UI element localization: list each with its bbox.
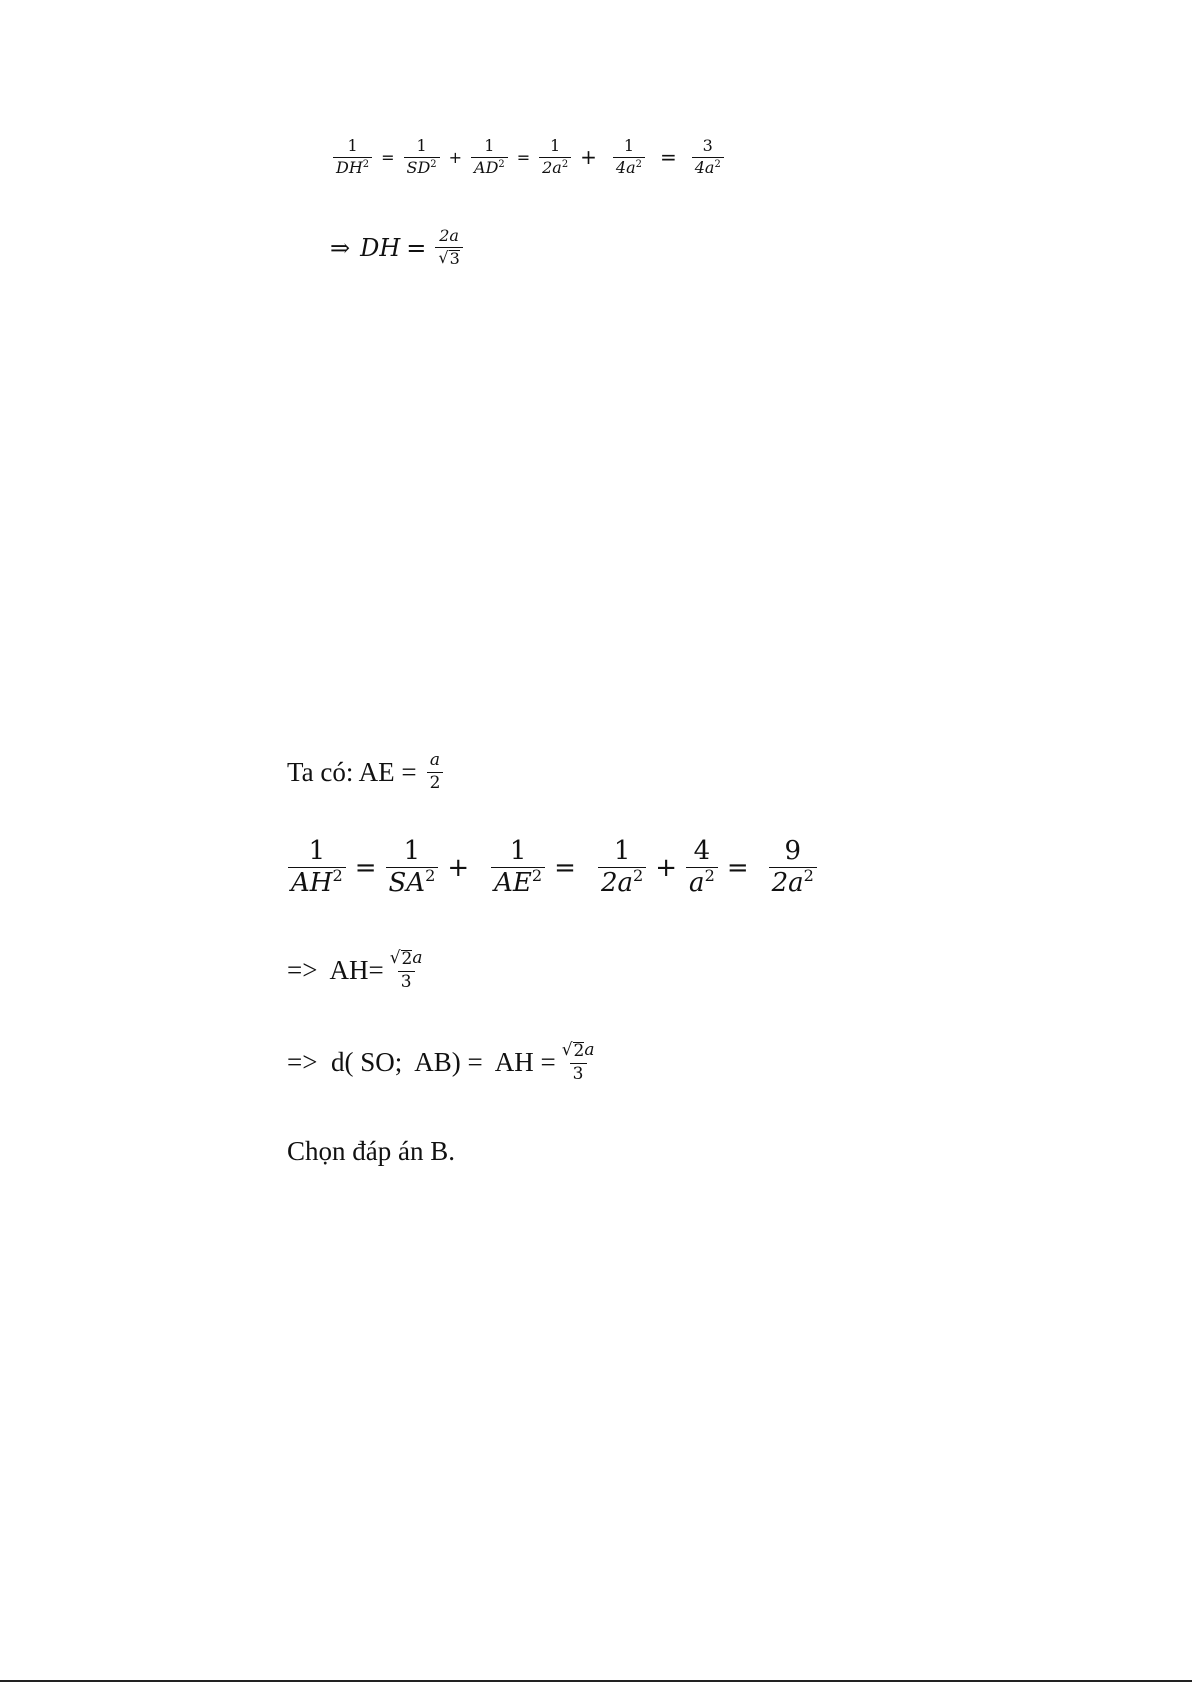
fraction: 2a √ 3 — [435, 228, 462, 268]
equals-sign: = — [381, 147, 395, 167]
equation-ah-reciprocal — [285, 838, 820, 898]
fraction: $\frac{1}{AH^2}$ — [288, 838, 346, 898]
equals-sign: = — [554, 852, 576, 883]
fraction: $\frac{1}{AD^2}$ — [471, 138, 508, 177]
page-bottom-rule — [0, 1680, 1192, 1682]
fraction: √ 2 a 3 — [389, 948, 423, 992]
plus-sign: + — [655, 852, 678, 883]
fraction: $\frac{a}{2}$ — [427, 752, 444, 793]
plus-sign: + — [580, 145, 597, 170]
equation-dh-result: ⇒ DH = 2a √ 3 — [330, 228, 466, 268]
fraction: $\frac{3}{4a^2}$ — [692, 138, 724, 177]
fraction: $\frac{1}{AE^2}$ — [491, 838, 545, 898]
equals-sign: = — [516, 147, 531, 167]
fraction: $\frac{1}{4a^2}$ — [613, 138, 645, 177]
text-distance-result: => d( SO; AB) = AH = √ 2 a 3 — [287, 1042, 601, 1084]
fraction: $\frac{4}{a^2}$ — [686, 838, 718, 898]
plus-sign: + — [448, 147, 463, 167]
plus-sign: + — [447, 852, 470, 883]
fraction: $\frac{9}{2a^2}$ — [769, 838, 817, 898]
text-ae-value: Ta có: AE = $\frac{a}{2}$ — [287, 752, 446, 793]
answer-text: Chọn đáp án B. — [287, 1136, 455, 1166]
fraction: $\frac{1}{DH^2}$ — [333, 138, 372, 177]
implies-arrow: ⇒ — [330, 233, 351, 262]
fraction: $\frac{1}{2a^2}$ — [539, 138, 571, 177]
equals-sign: = — [659, 145, 677, 170]
text-ah-result: => AH= √ 2 a 3 — [287, 950, 429, 992]
fraction: √ 2 a 3 — [561, 1040, 595, 1084]
fraction: $\frac{1}{SD^2}$ — [404, 138, 440, 177]
fraction: $\frac{1}{2a^2}$ — [598, 838, 646, 898]
equals-sign: = — [726, 852, 749, 883]
equals-sign: = — [354, 852, 377, 883]
fraction: $\frac{1}{SA^2}$ — [386, 838, 439, 898]
equation-dh-reciprocal — [330, 138, 727, 177]
